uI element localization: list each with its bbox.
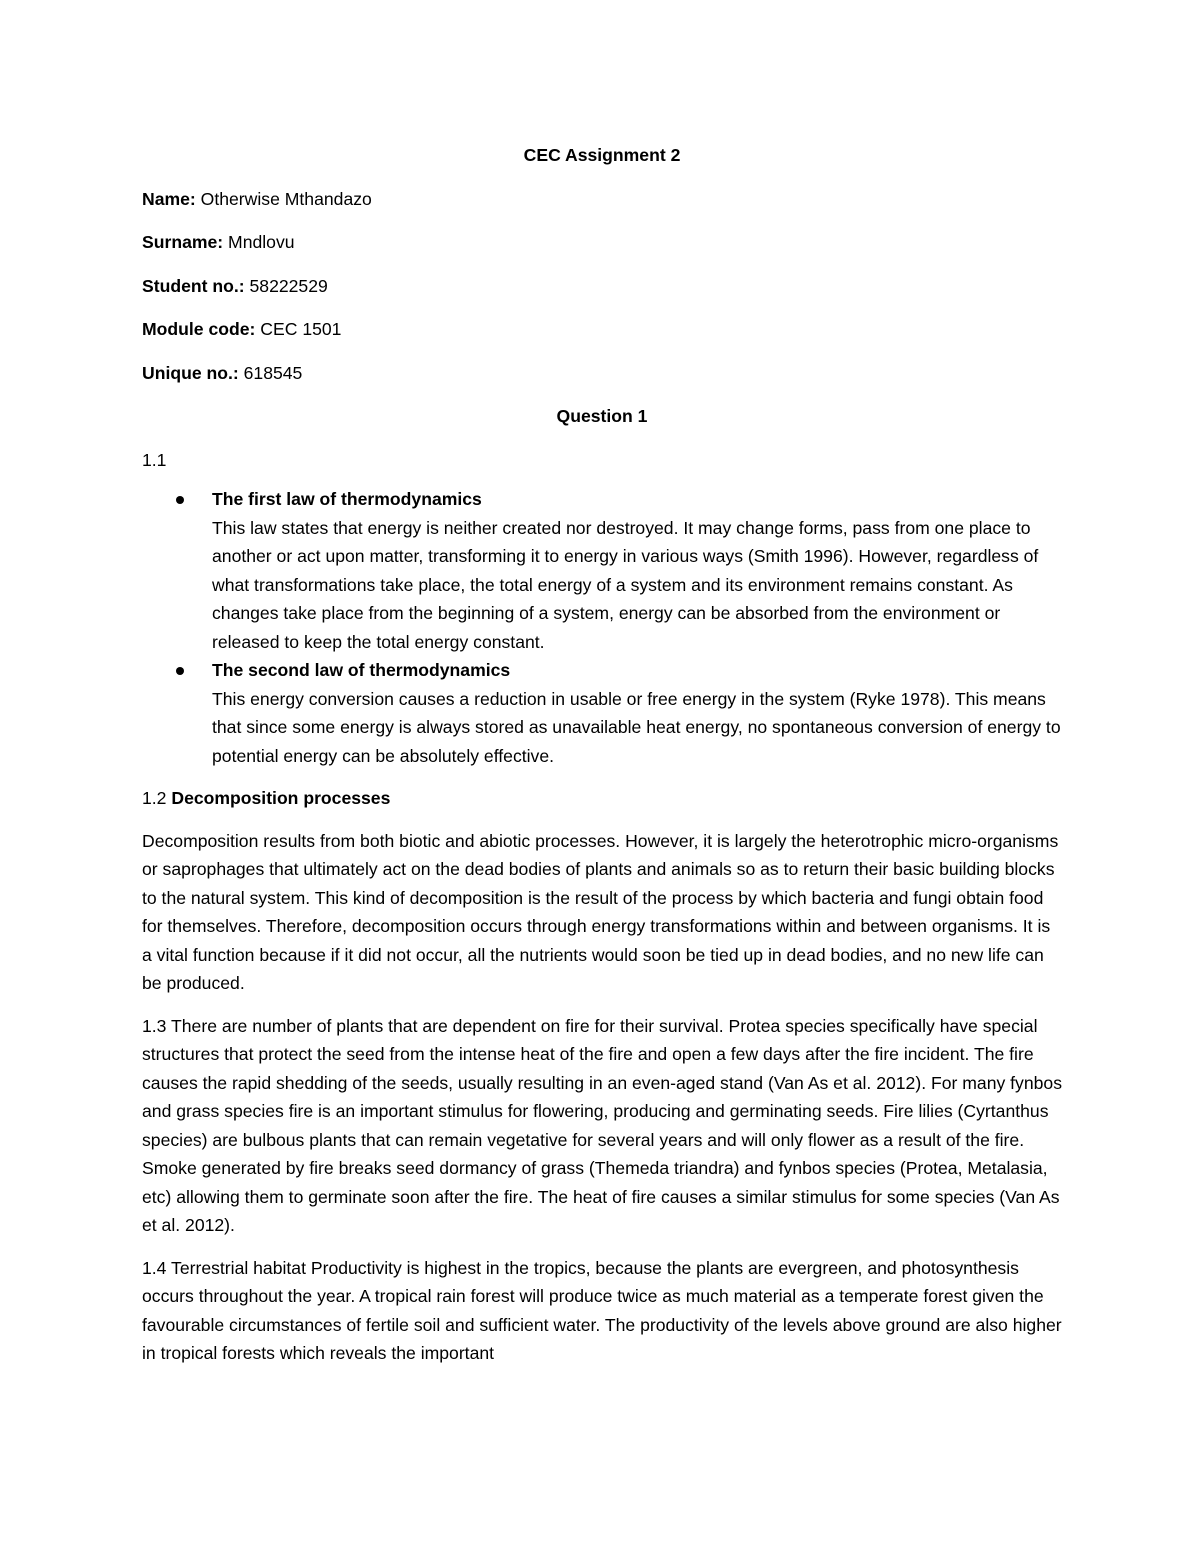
field-module-code-value: CEC 1501 bbox=[255, 319, 342, 339]
field-name bbox=[142, 185, 1062, 214]
field-name-label: Name: bbox=[142, 188, 196, 209]
second-law-text: This energy conversion causes a reduction in usable or free energy in the system (Ryke 1978). This means that since some energy is always stored as unavailable heat energy, no spontaneous conversion of energy to potential energy can be absolutely effective. bbox=[212, 688, 1061, 766]
field-surname bbox=[142, 228, 1062, 257]
field-surname-label: Surname: bbox=[142, 232, 224, 252]
document-page bbox=[142, 141, 1062, 1382]
bullet-icon bbox=[176, 496, 184, 504]
field-student-no bbox=[142, 272, 1062, 301]
field-unique-no-label: Unique no.: bbox=[142, 362, 239, 383]
field-unique-no bbox=[142, 359, 1062, 388]
field-name-value: Otherwise Mthandazo bbox=[195, 188, 372, 209]
section-1-1-number: 1.1 bbox=[142, 449, 167, 470]
section-1-2-paragraph: Decomposition results from both biotic and abiotic processes. However, it is largely the heterotrophic micro-organisms or saprophages that ultimately act on the dead bodies of plants and animals so as to return their basic building blocks to the natural system. This kind of decomposition is the result of the process by which bacteria and fungi obtain food for themselves. Therefore, decomposition occurs through energy transformations within and between organisms. It is a vital function because if it did not occur, all the nutrients would soon be tied up in dead bodies, and no new life can be produced. bbox=[142, 830, 1059, 993]
laws-list bbox=[142, 485, 1062, 770]
bullet-icon bbox=[176, 667, 184, 675]
field-student-no-value: 58222529 bbox=[244, 275, 328, 296]
first-law-text: This law states that energy is neither created nor destroyed. It may change forms, pass from one place to another or act upon matter, transforming it to energy in various ways (Smith 1996). However, regardless of what transformations take place, the total energy of a system and its environment remains constant. As changes take place from the beginning of a system, energy can be absorbed from the environment or released to keep the total energy constant. bbox=[212, 517, 1039, 652]
first-law-title: The first law of thermodynamics bbox=[212, 489, 482, 509]
section-1-2-title: Decomposition processes bbox=[171, 788, 391, 808]
list-item-second-law bbox=[142, 656, 1062, 770]
field-student-no-label: Student no.: bbox=[142, 275, 245, 296]
section-1-2-heading bbox=[142, 784, 1062, 813]
second-law-title: The second law of thermodynamics bbox=[212, 660, 511, 680]
section-1-4-paragraph: 1.4 Terrestrial habitat Productivity is highest in the tropics, because the plants are evergreen, and photosynthesis occurs throughout the year. A tropical rain forest will produce twice as much material as a temperate forest given the favourable circumstances of fertile soil and sufficient water. The productivity of the levels above ground are also higher in tropical forests which reveals the important bbox=[142, 1257, 1062, 1363]
section-1-2-number: 1.2 bbox=[142, 788, 172, 808]
question-title: Question 1 bbox=[556, 406, 648, 426]
section-1-3-paragraph: 1.3 There are number of plants that are dependent on fire for their survival. Protea species specifically have special structures that protect the seed from the intense heat of the fire and open a few days after the fire incident. The fire causes the rapid shedding of the seeds, usually resulting in an even-aged stand (Van As et al. 2012). For many fynbos and grass species fire is an important stimulus for flowering, producing and germinating seeds. Fire lilies (Cyrtanthus species) are bulbous plants that can remain vegetative for several years and will only flower as a result of the fire. Smoke generated by fire breaks seed dormancy of grass (Themeda triandra) and fynbos species (Protea, Metalasia, etc) allowing them to germinate soon after the fire. The heat of fire causes a similar stimulus for some species (Van As et al. 2012). bbox=[142, 1015, 1062, 1235]
field-unique-no-value: 618545 bbox=[238, 362, 303, 383]
field-module-code bbox=[142, 315, 1062, 344]
field-module-code-label: Module code: bbox=[142, 319, 256, 339]
document-title: CEC Assignment 2 bbox=[523, 145, 681, 165]
list-item-first-law bbox=[142, 485, 1062, 656]
field-surname-value: Mndlovu bbox=[223, 232, 295, 252]
